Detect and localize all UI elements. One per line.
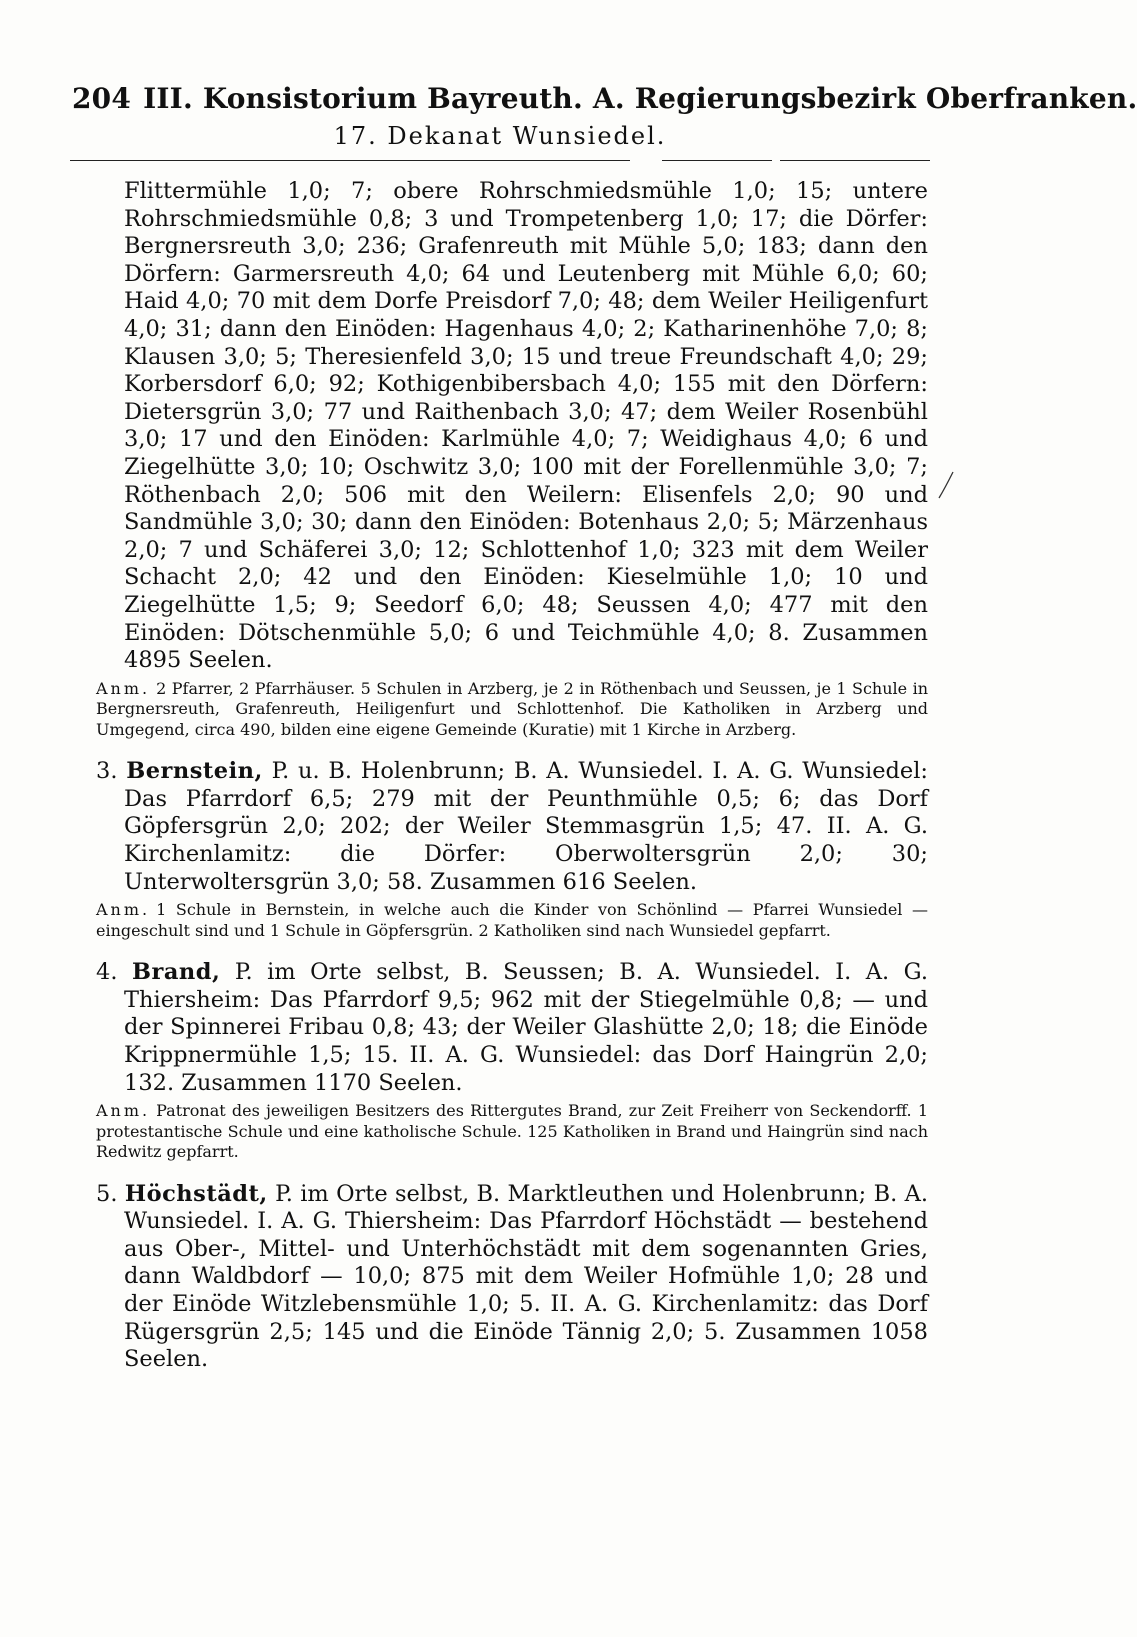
header-rule: [780, 160, 930, 161]
header-rule: [662, 160, 772, 161]
note-text: Patronat des jeweiligen Besitzers des Rittergutes Brand, zur Zeit Freiherr von Seckendorff. 1 protestantische Schule und eine katholische Schule. 125 Katholiken in Brand und Haingrün sind nach Redwitz gepfarrt.: [96, 1101, 928, 1162]
running-header: [72, 82, 1137, 115]
parish-name: Brand,: [131, 959, 221, 986]
note-text: 1 Schule in Bernstein, in welche auch die Kinder von Schönlind — Pfarrei Wunsiedel — eingeschult sind und 1 Schule in Göpfersgrün. 2 Katholiken sind nach Wunsiedel gepfarrt.: [96, 900, 928, 940]
entry-text: P. u. B. Holenbrunn; B. A. Wunsiedel. I. A. G. Wunsiedel: Das Pfarrdorf 6,5; 279 mit der Peunthmühle 0,5; 6; das Dorf Göpfersgrün 2,0; 202; der Weiler Stemmasgrün 1,5; 47. II. A. G. Kirchenlamitz: die Dörfer: Oberwoltersgrün 2,0; 30; Unterwoltersgrün 3,0; 58. Zusammen 616 Seelen.: [124, 758, 929, 895]
parish-entry-hoechstaedt: [96, 1180, 929, 1374]
entry-number: 4.: [96, 959, 118, 986]
note-label: Anm.: [96, 900, 151, 920]
page-number: 204: [72, 82, 132, 115]
header-rule: [70, 160, 630, 161]
section-title: 17. Dekanat Wunsiedel.: [333, 122, 667, 150]
note-label: Anm.: [96, 1101, 151, 1121]
parish-name: Bernstein,: [126, 758, 263, 785]
pencil-mark-icon: [937, 470, 955, 500]
opening-paragraph: Flittermühle 1,0; 7; obere Rohrschmiedsmühle 1,0; 15; untere Rohrschmiedsmühle 0,8; 3 und Trompetenberg 1,0; 17; die Dörfer: Bergnersreuth 3,0; 236; Grafenreuth mit Mühle 5,0; 183; dann den Dörfern: Garmersreuth 4,0; 64 und Leutenberg mit Mühle 6,0; 60; Haid 4,0; 70 mit dem Dorfe Preisdorf 7,0; 48; dem Weiler Heiligenfurt 4,0; 31; dann den Einöden: Hagenhaus 4,0; 2; Katharinenhöhe 7,0; 8; Klausen 3,0; 5; Theresienfeld 3,0; 15 und treue Freundschaft 4,0; 29; Korbersdorf 6,0; 92; Kothigenbibersbach 4,0; 155 mit den Dörfern: Dietersgrün 3,0; 77 und Raithenbach 3,0; 47; dem Weiler Rosenbühl 3,0; 17 und den Einöden: Karlmühle 4,0; 7; Weidighaus 4,0; 6 und Ziegelhütte 3,0; 10; Oschwitz 3,0; 100 mit der Forellenmühle 3,0; 7; Röthenbach 2,0; 506 mit den Weilern: Elisenfels 2,0; 90 und Sandmühle 3,0; 30; dann den Einöden: Botenhaus 2,0; 5; Märzenhaus 2,0; 7 und Schäferei 3,0; 12; Schlottenhof 1,0; 323 mit dem Weiler Schacht 2,0; 42 und den Einöden: Kieselmühle 1,0; 10 und Ziegelhütte 1,5; 9; Seedorf 6,0; 48; Seussen 4,0; 477 mit den Einöden: Dötschenmühle 5,0; 6 und Teichmühle 4,0; 8. Zusammen 4895 Seelen.: [124, 178, 928, 674]
entry-number: 5.: [96, 1180, 118, 1207]
opening-note: [96, 679, 928, 741]
parish-entry-bernstein: [96, 758, 929, 896]
entry-text: P. im Orte selbst, B. Seussen; B. A. Wunsiedel. I. A. G. Thiersheim: Das Pfarrdorf 9,5; 962 mit der Stiegelmühle 0,8; — und der Spinnerei Fribau 0,8; 43; der Weiler Glashütte 2,0; 18; die Einöde Krippnermühle 1,5; 15. II. A. G. Wunsiedel: das Dorf Haingrün 2,0; 132. Zusammen 1170 Seelen.: [124, 959, 929, 1096]
entry-number: 3.: [96, 758, 118, 785]
note-text: 2 Pfarrer, 2 Pfarrhäuser. 5 Schulen in Arzberg, je 2 in Röthenbach und Seussen, je 1 Schule in Bergnersreuth, Grafenreuth, Heiligenfurt und Schlottenhof. Die Katholiken in Arzberg und Umgegend, circa 490, bilden eine eigene Gemeinde (Kuratie) mit 1 Kirche in Arzberg.: [96, 678, 928, 739]
header-title: III. Konsistorium Bayreuth. A. Regierungsbezirk Oberfranken.: [143, 82, 1137, 115]
page-body: [96, 178, 929, 1374]
entry-note: [96, 1101, 928, 1163]
parish-name: Höchstädt,: [124, 1180, 268, 1207]
entry-text: P. im Orte selbst, B. Marktleuthen und Holenbrunn; B. A. Wunsiedel. I. A. G. Thiersheim: Das Pfarrdorf Höchstädt — bestehend aus Ober-, Mittel- und Unterhöchstädt mit dem sogenannten Gries, dann Waldbdorf — 10,0; 875 mit dem Weiler Hofmühle 1,0; 28 und der Einöde Witzlebensmühle 1,0; 5. II. A. G. Kirchenlamitz: das Dorf Rügersgrün 2,5; 145 und die Einöde Tännig 2,0; 5. Zusammen 1058 Seelen.: [124, 1180, 929, 1373]
entry-note: [96, 900, 928, 941]
note-label: Anm.: [96, 678, 151, 698]
parish-entry-brand: [96, 959, 929, 1097]
